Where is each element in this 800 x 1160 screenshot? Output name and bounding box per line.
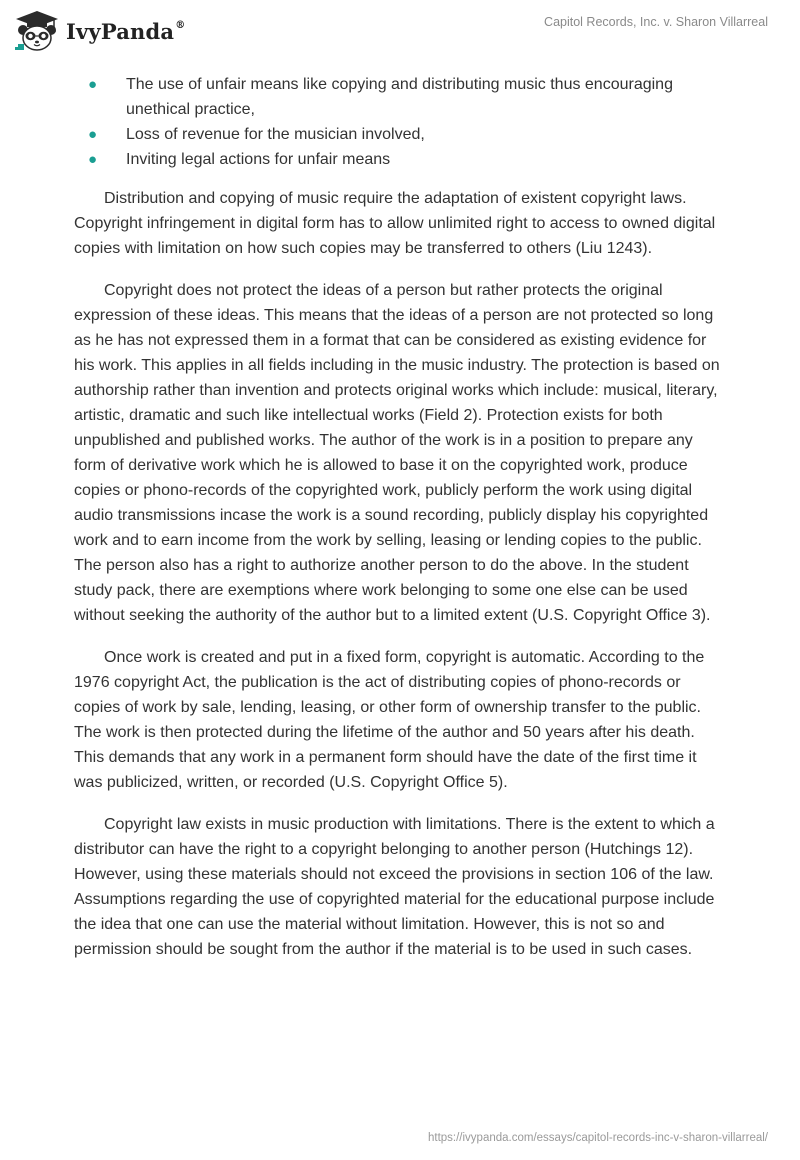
page-header [0,0,800,64]
essay-content [74,72,726,979]
site-logo[interactable] [14,8,185,54]
document-title: Capitol Records, Inc. v. Sharon Villarreal [544,15,768,29]
bullet-dot-icon: ● [88,126,98,143]
list-item: ● Loss of revenue for the musician involved, [74,122,726,147]
panda-graduation-cap-icon [14,8,60,54]
brand-name: IvyPanda® [66,18,186,44]
paragraph: Copyright law exists in music production with limitations. There is the extent to which a distributor can have the right to a copyright belonging to another person (Hutchings 12). However, using these materials should not exceed the provisions in section 106 of the law. Assumptions regarding the use of copyrighted material for the educational purpose include the idea that one can use the material without limitation. However, this is not so and permission should be sought from the author if the material is to be used in such cases. [74,816,715,958]
paragraphs [74,186,726,962]
paragraph: Once work is created and put in a fixed form, copyright is automatic. According to the 1976 copyright Act, the publication is the act of distributing copies of phono-records or copies of work by sale, lending, leasing, or other form of ownership transfer to the public. The work is then protected during the lifetime of the author and 50 years after his death. This demands that any work in a permanent form should have the date of the first time it was publicized, written, or recorded (U.S. Copyright Office 5). [74,649,705,791]
bullet-dot-icon: ● [88,76,98,93]
paragraph: Copyright does not protect the ideas of a person but rather protects the original expression of these ideas. This means that the ideas of a person are not protected so long as he has not expressed them in a format that can be considered as existing evidence for his work. This applies in all fields including in the music industry. The protection is based on authorship rather than invention and protects original works which include: musical, literary, artistic, dramatic and such like intellectual works (Field 2). Protection exists for both unpublished and published works. The author of the work is in a position to prepare any form of derivative work which he is allowed to base it on the copyrighted work, produce copies or phono-records of the copyrighted work, publicly perform the work using digital audio transmissions incase the work is a sound recording, publicly display his copyrighted work and to earn income from the work by selling, leasing or lending copies to the public. The person also has a right to authorize another person to do the above. In the student study pack, there are exemptions where work belonging to some one else can be used without seeking the authority of the author but to a limited extent (U.S. Copyright Office 3). [74,282,720,624]
bullet-list [74,72,726,172]
list-item: ● The use of unfair means like copying and distributing music thus encouraging unethical practice, [74,72,726,122]
list-item: ● Inviting legal actions for unfair means [74,147,726,172]
paragraph: Distribution and copying of music require the adaptation of existent copyright laws. Copyright infringement in digital form has to allow unlimited right to access to owned digital copies with limitation on how such copies may be transferred to others (Liu 1243). [74,190,716,257]
source-url[interactable]: https://ivypanda.com/essays/capitol-records-inc-v-sharon-villarreal/ [427,1132,768,1144]
bullet-dot-icon: ● [88,151,98,168]
